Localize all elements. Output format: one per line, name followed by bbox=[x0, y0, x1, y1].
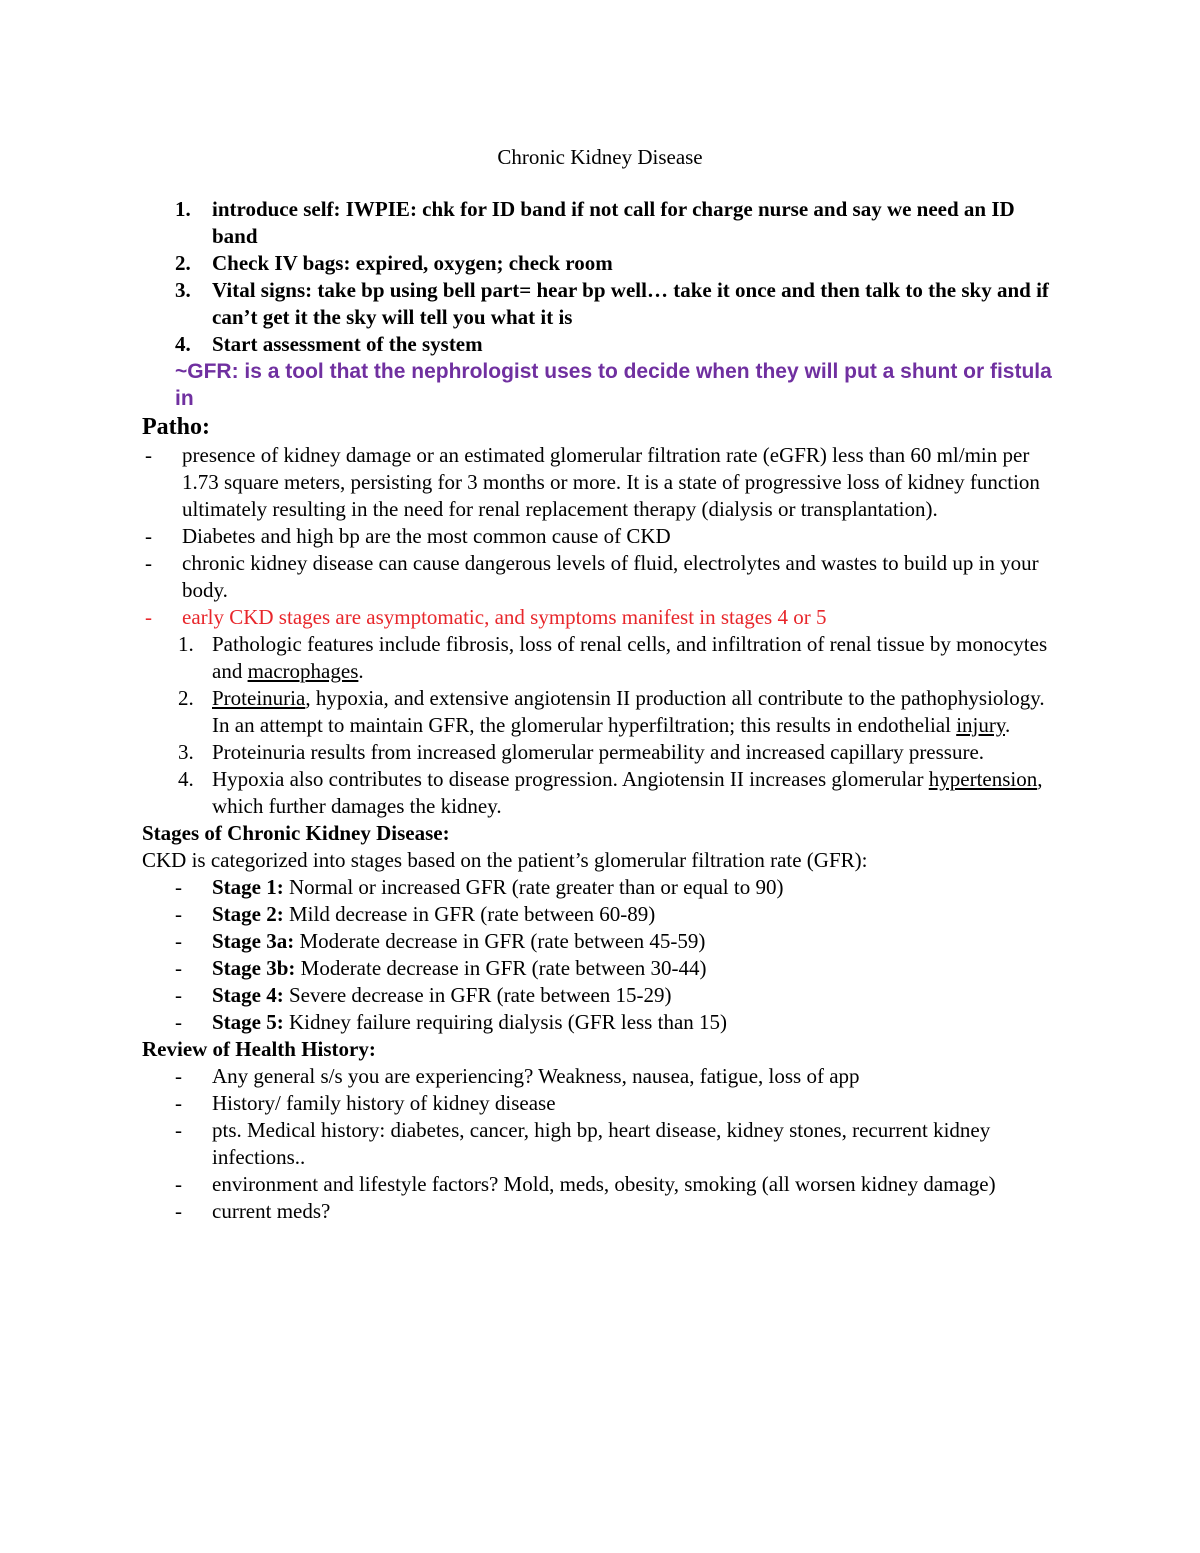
list-item-text: , hypoxia, and extensive angiotensin II production all contribute to the pathophysiology. In an attempt to maintain GFR, the glomerular hyperfiltration; this results in endothelial bbox=[212, 686, 1045, 737]
patho-bullets bbox=[142, 442, 1062, 631]
stage-label: Stage 5: bbox=[212, 1010, 284, 1034]
list-item-text: presence of kidney damage or an estimated glomerular filtration rate (eGFR) less than 60 ml/min per 1.73 square meters, persisting for 3 months or more. It is a state of progressive loss of kidney function ultimately resulting in the need for renal replacement therapy (dialysis or transplantation). bbox=[182, 443, 1040, 521]
list-item bbox=[142, 874, 1062, 901]
list-item-text: Vital signs: take bp using bell part= hear bp well… take it once and then talk to the sky and if can’t get it the sky will tell you what it is bbox=[212, 278, 1049, 329]
list-item-text: Diabetes and high bp are the most common cause of CKD bbox=[182, 524, 671, 548]
list-item-text: early CKD stages are asymptomatic, and symptoms manifest in stages 4 or 5 bbox=[182, 605, 827, 629]
list-item bbox=[142, 685, 1062, 739]
list-item-text: Check IV bags: expired, oxygen; check room bbox=[212, 251, 613, 275]
list-item-text: environment and lifestyle factors? Mold, meds, obesity, smoking (all worsen kidney damage) bbox=[212, 1172, 996, 1196]
dash-marker: - bbox=[175, 1091, 182, 1115]
dash-marker: - bbox=[145, 551, 152, 575]
list-item bbox=[142, 277, 1062, 331]
stage-text: Kidney failure requiring dialysis (GFR less than 15) bbox=[283, 1010, 728, 1034]
list-marker: 1. bbox=[175, 197, 191, 221]
list-item bbox=[142, 442, 1062, 523]
list-item bbox=[142, 928, 1062, 955]
stage-label: Stage 1: bbox=[212, 875, 284, 899]
stage-label: Stage 4: bbox=[212, 983, 284, 1007]
list-item bbox=[142, 955, 1062, 982]
document-body bbox=[142, 196, 1062, 1225]
stage-label: Stage 3a: bbox=[212, 929, 295, 953]
list-marker: 2. bbox=[178, 686, 194, 710]
patho-sub-list bbox=[142, 631, 1062, 820]
dash-marker: - bbox=[175, 929, 182, 953]
dash-marker: - bbox=[175, 902, 182, 926]
stages-heading: Stages of Chronic Kidney Disease: bbox=[142, 821, 450, 845]
list-item-text: Start assessment of the system bbox=[212, 332, 483, 356]
stage-text: Mild decrease in GFR (rate between 60-89) bbox=[283, 902, 656, 926]
list-item-text: current meds? bbox=[212, 1199, 331, 1223]
stage-text: Moderate decrease in GFR (rate between 30-44) bbox=[295, 956, 707, 980]
dash-marker: - bbox=[175, 1199, 182, 1223]
list-item-text: Pathologic features include fibrosis, loss of renal cells, and infiltration of renal tissue by monocytes and bbox=[212, 632, 1048, 683]
dash-marker: - bbox=[145, 443, 152, 467]
list-item bbox=[142, 550, 1062, 604]
list-item bbox=[142, 1117, 1062, 1171]
hypertension-link[interactable]: hypertension bbox=[928, 767, 1038, 791]
list-marker: 4. bbox=[175, 332, 191, 356]
list-item bbox=[142, 523, 1062, 550]
list-item bbox=[142, 1090, 1062, 1117]
list-item bbox=[142, 766, 1062, 820]
list-item-text: Hypoxia also contributes to disease progression. Angiotensin II increases glomerular bbox=[212, 767, 929, 791]
list-item bbox=[142, 1198, 1062, 1225]
dash-marker: - bbox=[175, 983, 182, 1007]
intro-steps-list bbox=[142, 196, 1062, 358]
list-item-text: chronic kidney disease can cause dangerous levels of fluid, electrolytes and wastes to build up in your body. bbox=[182, 551, 1039, 602]
list-item-text: History/ family history of kidney disease bbox=[212, 1091, 556, 1115]
list-item-text-end: . bbox=[358, 659, 364, 683]
proteinuria-link[interactable]: Proteinuria bbox=[212, 686, 306, 710]
injury-link[interactable]: injury bbox=[956, 713, 1005, 737]
dash-marker: - bbox=[175, 1064, 182, 1088]
dash-marker: - bbox=[175, 1118, 182, 1142]
history-list bbox=[142, 1063, 1062, 1225]
history-heading: Review of Health History: bbox=[142, 1037, 376, 1061]
list-item bbox=[142, 739, 1062, 766]
dash-marker: - bbox=[145, 605, 152, 629]
stage-text: Normal or increased GFR (rate greater than or equal to 90) bbox=[283, 875, 784, 899]
stage-text: Moderate decrease in GFR (rate between 45-59) bbox=[294, 929, 706, 953]
list-item bbox=[142, 631, 1062, 685]
list-item bbox=[142, 901, 1062, 928]
dash-marker: - bbox=[145, 524, 152, 548]
list-item bbox=[142, 196, 1062, 250]
dash-marker: - bbox=[175, 1172, 182, 1196]
page-title: Chronic Kidney Disease bbox=[497, 145, 703, 169]
patho-heading: Patho: bbox=[142, 414, 210, 440]
list-item bbox=[142, 250, 1062, 277]
list-item-text: Proteinuria results from increased glomerular permeability and increased capillary pressure. bbox=[212, 740, 985, 764]
list-marker: 3. bbox=[178, 740, 194, 764]
gfr-note: ~GFR: is a tool that the nephrologist uses to decide when they will put a shunt or fistula in bbox=[175, 360, 1052, 410]
list-item bbox=[142, 1171, 1062, 1198]
stage-label: Stage 3b: bbox=[212, 956, 296, 980]
list-item-text: Any general s/s you are experiencing? Weakness, nausea, fatigue, loss of app bbox=[212, 1064, 860, 1088]
stage-text: Severe decrease in GFR (rate between 15-29) bbox=[283, 983, 672, 1007]
list-marker: 2. bbox=[175, 251, 191, 275]
list-item bbox=[142, 604, 1062, 631]
dash-marker: - bbox=[175, 1010, 182, 1034]
macrophages-link[interactable]: macrophages bbox=[247, 659, 359, 683]
stages-list bbox=[142, 874, 1062, 1036]
list-marker: 1. bbox=[178, 632, 194, 656]
list-item bbox=[142, 331, 1062, 358]
list-item bbox=[142, 982, 1062, 1009]
list-marker: 4. bbox=[178, 767, 194, 791]
list-marker: 3. bbox=[175, 278, 191, 302]
list-item-text-end: . bbox=[1005, 713, 1011, 737]
list-item-text-end: , which further damages the kidney. bbox=[212, 767, 1043, 818]
stage-label: Stage 2: bbox=[212, 902, 284, 926]
dash-marker: - bbox=[175, 875, 182, 899]
dash-marker: - bbox=[175, 956, 182, 980]
list-item bbox=[142, 1063, 1062, 1090]
list-item bbox=[142, 1009, 1062, 1036]
list-item-text: pts. Medical history: diabetes, cancer, high bp, heart disease, kidney stones, recurrent kidney infections.. bbox=[212, 1118, 991, 1169]
stages-intro: CKD is categorized into stages based on the patient’s glomerular filtration rate (GFR): bbox=[142, 848, 868, 872]
list-item-text: introduce self: IWPIE: chk for ID band if not call for charge nurse and say we need an ID band bbox=[212, 197, 1015, 248]
